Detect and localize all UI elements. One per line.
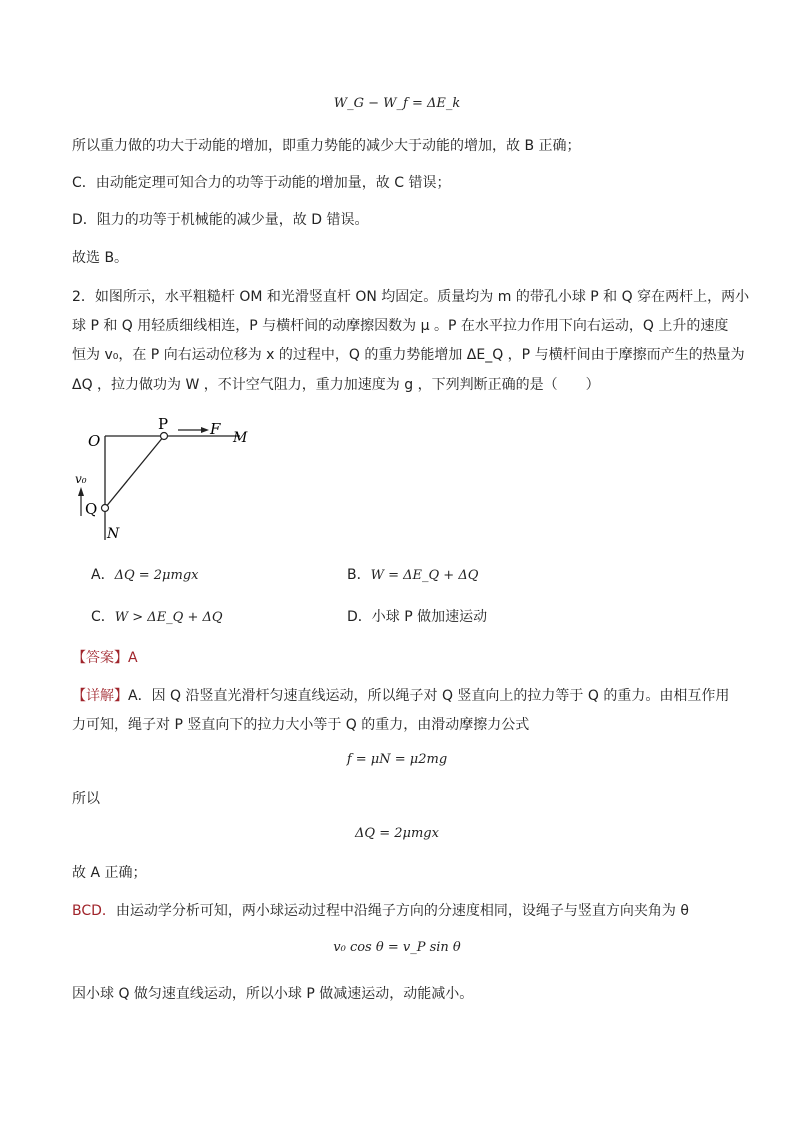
label-q: Q bbox=[85, 500, 98, 518]
detail-label: 【详解】 bbox=[72, 688, 128, 704]
detail-line-1 bbox=[72, 686, 729, 706]
question-line-4: ΔQ ，拉力做功为 W ，不计空气阻力，重力加速度为 g ，下列判断正确的是（ ） bbox=[72, 377, 600, 393]
detail-line-1-text: A．因 Q 沿竖直光滑杆匀速直线运动，所以绳子对 Q 竖直向上的拉力等于 Q 的重力。由相互作用 bbox=[128, 688, 730, 704]
connecting-string bbox=[105, 436, 164, 508]
conclusion-line: 故选 B。 bbox=[72, 250, 129, 266]
explanation-line-b: 所以重力做的功大于动能的增加，即重力势能的减少大于动能的增加，故 B 正确； bbox=[72, 138, 581, 154]
option-b-prefix: B． bbox=[347, 567, 371, 583]
equation-heat: ΔQ = 2μmgx bbox=[355, 826, 439, 841]
option-d: D．小球 P 做加速运动 bbox=[347, 609, 488, 625]
detail-line-5-text: 由运动学分析可知，两小球运动过程中沿绳子方向的分速度相同，设绳子与竖直方向夹角为 θ bbox=[115, 903, 689, 919]
option-b bbox=[347, 565, 478, 586]
explanation-line-d: D．阻力的功等于机械能的减少量，故 D 错误。 bbox=[72, 212, 369, 228]
answer-label: 【答案】A bbox=[72, 650, 138, 666]
label-v0: v₀ bbox=[75, 472, 87, 486]
detail-line-6: 因小球 Q 做匀速直线运动，所以小球 P 做减速运动，动能减小。 bbox=[72, 986, 474, 1002]
explanation-line-c: C．由动能定理可知合力的功等于动能的增加量，故 C 错误； bbox=[72, 175, 451, 191]
option-c bbox=[91, 607, 223, 628]
ball-q bbox=[102, 505, 109, 512]
label-o: O bbox=[88, 432, 101, 450]
rod-diagram bbox=[70, 412, 260, 547]
detail-line-3: 所以 bbox=[72, 791, 100, 807]
detail-line-2: 力可知，绳子对 P 竖直向下的拉力大小等于 Q 的重力，由滑动摩擦力公式 bbox=[72, 717, 530, 733]
label-p: P bbox=[158, 415, 169, 433]
option-a-prefix: A． bbox=[91, 567, 115, 583]
option-b-formula: W = ΔE_Q + ΔQ bbox=[370, 568, 479, 583]
option-a-formula: ΔQ = 2μmgx bbox=[114, 568, 199, 583]
option-c-formula: W > ΔE_Q + ΔQ bbox=[114, 610, 223, 625]
detail-bcd-prefix: BCD． bbox=[72, 903, 116, 919]
option-a bbox=[91, 565, 198, 586]
label-n: N bbox=[107, 526, 120, 542]
force-arrow-head bbox=[201, 427, 209, 433]
ball-p bbox=[161, 433, 168, 440]
question-line-1: 2．如图所示，水平粗糙杆 OM 和光滑竖直杆 ON 均固定。质量均为 m 的带孔小球 P 和 Q 穿在两杆上，两小 bbox=[72, 289, 750, 305]
option-c-prefix: C． bbox=[91, 609, 115, 625]
label-m: M bbox=[233, 430, 248, 446]
detail-line-4: 故 A 正确； bbox=[72, 865, 147, 881]
question-line-2: 球 P 和 Q 用轻质细线相连，P 与横杆间的动摩擦因数为 μ 。P 在水平拉力作用下向右运动，Q 上升的速度 bbox=[72, 318, 729, 334]
velocity-arrow-head bbox=[78, 487, 84, 496]
equation-friction: f = μN = μ2mg bbox=[346, 752, 448, 767]
equation-velocity: v₀ cos θ = v_P sin θ bbox=[333, 940, 461, 955]
detail-line-5 bbox=[72, 901, 689, 921]
label-f: F bbox=[210, 420, 221, 438]
equation-work-energy: W_G − W_f = ΔE_k bbox=[333, 96, 461, 111]
question-line-3: 恒为 v₀，在 P 向右运动位移为 x 的过程中，Q 的重力势能增加 ΔE_Q ，P 与横杆间由于摩擦而产生的热量为 bbox=[72, 347, 745, 363]
